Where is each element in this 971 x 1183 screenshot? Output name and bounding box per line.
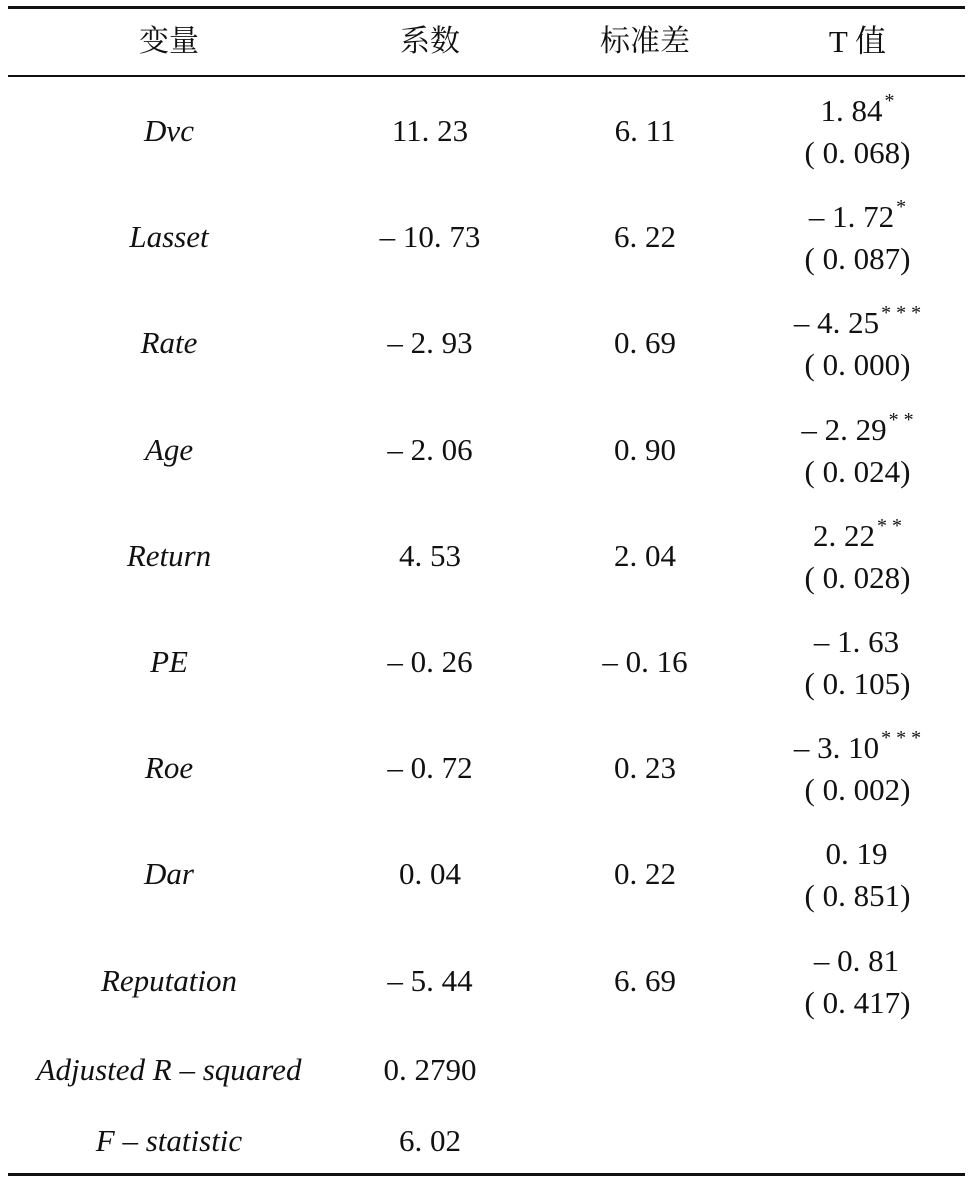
row-coefficient: 0. 04 (399, 856, 461, 892)
significance-stars: * * * (881, 727, 922, 750)
stat-value: 0. 2790 (383, 1052, 477, 1087)
p-value: ( 0. 002) (804, 772, 911, 808)
row-variable: Age (144, 431, 194, 467)
row-std-error: 6. 22 (614, 219, 676, 255)
row-std-error: 2. 04 (614, 537, 676, 573)
significance-stars: * * * (881, 302, 922, 325)
p-value: ( 0. 028) (804, 559, 911, 595)
t-value-line (750, 833, 965, 875)
top-rule (8, 6, 965, 9)
p-value: ( 0. 105) (804, 666, 911, 701)
row-std-error: 0. 69 (614, 325, 676, 361)
t-value: 1. 84 (820, 93, 883, 128)
row-t-stat (750, 302, 965, 386)
p-value: ( 0. 068) (804, 135, 911, 170)
header-variable: 变量 (139, 24, 199, 59)
row-variable: Lasset (129, 219, 209, 255)
row-std-error: 6. 69 (614, 962, 676, 998)
row-coefficient: – 0. 72 (387, 750, 473, 786)
row-std-error: 6. 11 (614, 113, 676, 148)
stat-label: F – statistic (95, 1123, 243, 1158)
row-t-stat (750, 90, 965, 174)
t-value: – 3. 10 (793, 730, 880, 766)
row-coefficient: – 2. 93 (387, 325, 473, 361)
row-variable: Roe (144, 750, 194, 786)
header-coefficient: 系数 (400, 24, 460, 59)
stat-label: Adjusted R – squared (36, 1052, 302, 1087)
row-t-stat (750, 833, 965, 917)
header-std-error: 标准差 (600, 24, 690, 59)
p-value: ( 0. 851) (804, 878, 911, 914)
p-value: ( 0. 417) (804, 984, 911, 1020)
header-rule (8, 75, 965, 77)
row-std-error: 0. 90 (614, 431, 676, 467)
t-value-line (750, 196, 965, 238)
p-value: ( 0. 000) (804, 347, 911, 383)
row-t-stat (750, 940, 965, 1024)
row-t-stat (750, 621, 965, 705)
row-t-stat (750, 196, 965, 280)
t-value: – 2. 29 (801, 411, 887, 447)
row-std-error: 0. 22 (614, 856, 676, 892)
row-coefficient: – 5. 44 (387, 962, 473, 998)
t-value-line (750, 90, 965, 132)
significance-stars: * * (888, 408, 914, 431)
row-coefficient: – 2. 06 (387, 431, 473, 467)
t-value: – 0. 81 (813, 942, 900, 978)
t-value-line (750, 727, 965, 769)
row-coefficient: 4. 53 (399, 537, 461, 573)
row-coefficient: – 0. 26 (387, 644, 473, 679)
row-variable: Reputation (100, 962, 238, 998)
row-std-error: 0. 23 (614, 750, 676, 786)
row-t-stat (750, 727, 965, 811)
stat-value: 6. 02 (399, 1123, 461, 1158)
row-t-stat (750, 409, 965, 493)
row-variable: Return (126, 537, 212, 573)
row-variable: Dar (144, 856, 194, 892)
row-t-stat (750, 515, 965, 599)
t-value-line (750, 302, 965, 344)
t-value: – 1. 63 (813, 624, 900, 659)
row-coefficient: – 10. 73 (379, 219, 481, 255)
t-value: – 1. 72 (808, 199, 895, 235)
significance-stars: * (884, 90, 895, 112)
p-value: ( 0. 024) (804, 453, 911, 489)
t-value: 0. 19 (825, 836, 888, 872)
t-value-line (750, 940, 965, 982)
row-coefficient: 11. 23 (391, 113, 469, 148)
header-t-value: T 值 (828, 24, 887, 59)
significance-stars: * (896, 196, 907, 219)
significance-stars: * * (877, 514, 902, 537)
row-variable: Dvc (144, 113, 194, 148)
t-value-line (750, 409, 965, 451)
p-value: ( 0. 087) (804, 241, 911, 277)
t-value: 2. 22 (813, 517, 875, 553)
row-variable: Rate (140, 325, 198, 361)
t-value-line (750, 621, 965, 663)
row-variable: PE (150, 644, 188, 679)
row-std-error: – 0. 16 (602, 644, 688, 679)
t-value: – 4. 25 (793, 305, 880, 341)
t-value-line (750, 515, 965, 557)
bottom-rule (8, 1173, 965, 1176)
